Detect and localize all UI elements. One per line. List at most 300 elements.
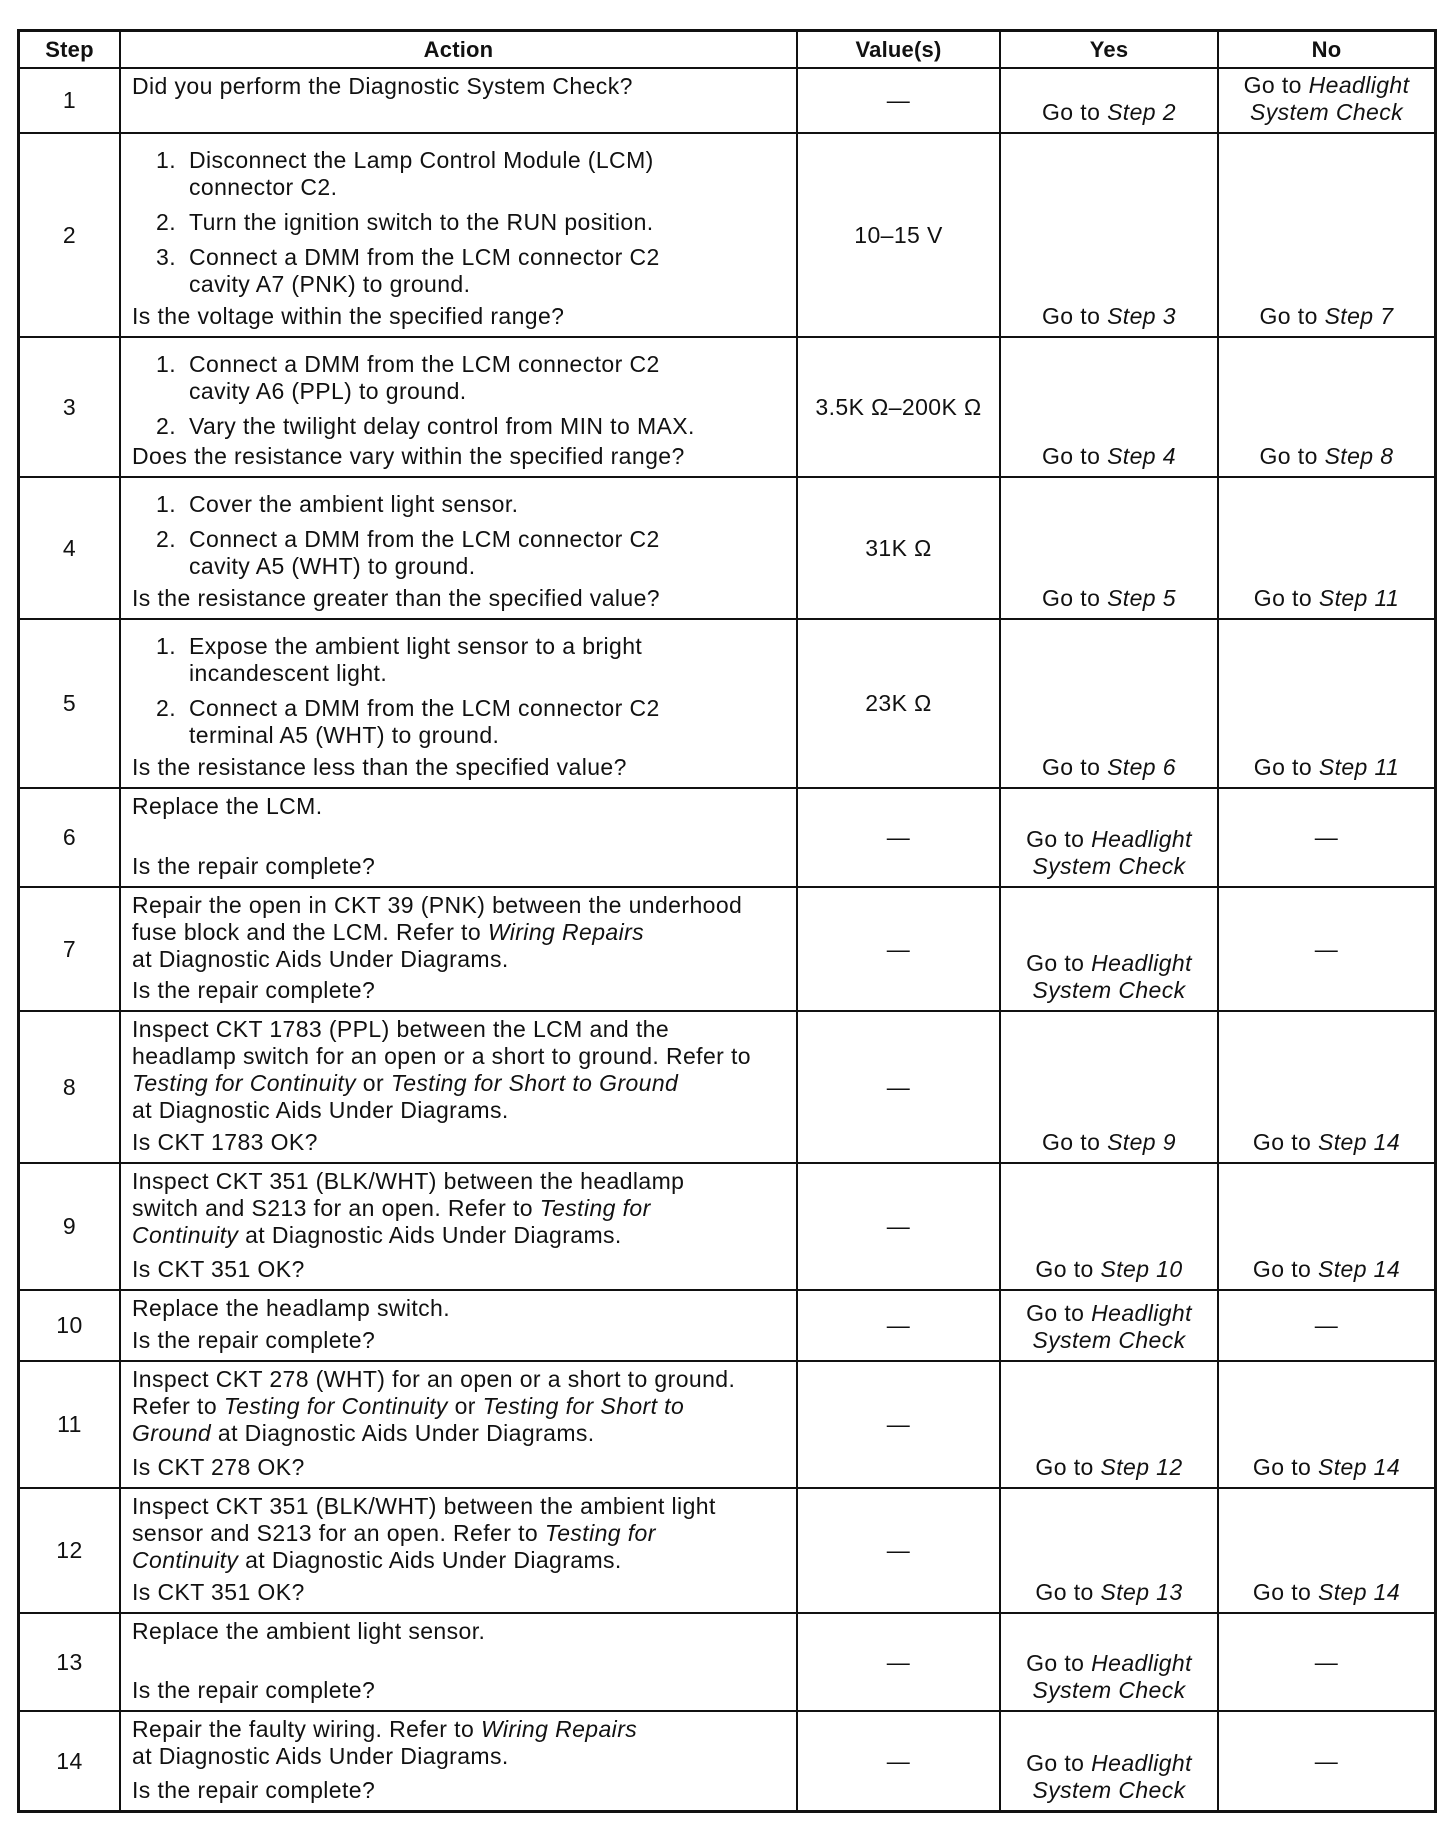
italic-reference: Continuity xyxy=(132,1222,239,1248)
action-question: Is the repair complete? xyxy=(132,1327,376,1353)
text-segment: Go to xyxy=(1026,826,1092,852)
text-segment: Go to xyxy=(1026,950,1092,976)
step-instruction xyxy=(189,633,642,687)
yes-cell xyxy=(1001,888,1219,1012)
specified-value: — xyxy=(886,1411,911,1437)
no-cell xyxy=(1219,1489,1434,1614)
text-segment: Replace the ambient light sensor. xyxy=(132,1618,486,1644)
text-segment: Go to xyxy=(1042,99,1108,125)
text-line xyxy=(1253,1129,1400,1156)
text-segment: at Diagnostic Aids Under Diagrams. xyxy=(211,1420,595,1446)
action-cell xyxy=(121,1012,798,1164)
header-yes-label: Yes xyxy=(1089,37,1129,62)
specified-value: — xyxy=(886,87,911,113)
specified-value: — xyxy=(886,1312,911,1338)
text-segment: Go to xyxy=(1252,1129,1318,1155)
step-cell xyxy=(20,789,121,888)
action-body xyxy=(132,1618,786,1645)
no-result: — xyxy=(1314,824,1339,850)
step-cell xyxy=(20,1164,121,1291)
text-segment: at Diagnostic Aids Under Diagrams. xyxy=(132,1097,509,1123)
specified-value: — xyxy=(886,1537,911,1563)
step-number: 1 xyxy=(62,87,77,113)
step-number: 2 xyxy=(62,221,77,248)
text-line xyxy=(1042,303,1176,330)
numbered-step xyxy=(132,209,786,236)
text-line: connector C2. xyxy=(189,174,338,200)
action-body xyxy=(132,491,786,580)
action-question: Is the resistance greater than the specified value? xyxy=(132,585,660,611)
specified-value: — xyxy=(886,824,911,850)
italic-reference: Step 14 xyxy=(1317,1129,1401,1155)
step-number: 7 xyxy=(62,935,77,962)
italic-reference: Testing for Short to Ground xyxy=(390,1070,679,1096)
step-number: 3 xyxy=(62,393,77,420)
step-number: 4 xyxy=(62,534,77,561)
text-line xyxy=(132,1016,786,1043)
text-line xyxy=(1260,303,1394,330)
action-question: Is the repair complete? xyxy=(132,1677,376,1703)
step-index: 2. xyxy=(156,695,176,721)
action-cell xyxy=(121,134,798,338)
text-line xyxy=(132,946,786,973)
no-cell xyxy=(1219,888,1434,1012)
italic-reference: System Check xyxy=(1032,1327,1186,1353)
text-line xyxy=(1042,443,1176,470)
numbered-step xyxy=(132,526,786,580)
specified-value: 3.5K Ω–200K Ω xyxy=(815,393,982,420)
text-line xyxy=(1026,950,1192,977)
specified-value: — xyxy=(886,1747,911,1774)
yes-cell xyxy=(1001,1614,1219,1712)
italic-reference: Step 4 xyxy=(1107,443,1176,469)
numbered-step xyxy=(132,695,786,749)
text-line xyxy=(1032,977,1185,1004)
italic-reference: Testing for xyxy=(539,1195,651,1221)
text-segment: switch and S213 for an open. Refer to xyxy=(132,1195,540,1221)
step-index: 1. xyxy=(156,351,176,377)
step-index: 1. xyxy=(156,633,176,659)
text-line xyxy=(1250,99,1403,126)
step-index: 1. xyxy=(156,491,176,517)
text-segment: Go to xyxy=(1035,1579,1101,1605)
text-segment: Go to xyxy=(1042,443,1108,469)
text-segment: or xyxy=(447,1393,483,1419)
text-line xyxy=(1032,1777,1185,1804)
italic-reference: Step 10 xyxy=(1100,1256,1183,1282)
yes-cell xyxy=(1001,789,1219,888)
yes-cell xyxy=(1001,1164,1219,1291)
step-number: 14 xyxy=(56,1747,83,1774)
step-number: 13 xyxy=(56,1648,83,1675)
text-line xyxy=(1254,754,1399,781)
value-cell xyxy=(798,134,1001,338)
no-result: — xyxy=(1314,935,1339,962)
value-cell xyxy=(798,1712,1001,1810)
italic-reference: Headlight xyxy=(1091,1750,1192,1776)
action-body xyxy=(132,351,786,440)
step-index: 3. xyxy=(156,244,176,270)
action-question: Is the repair complete? xyxy=(132,977,376,1003)
text-segment: Go to xyxy=(1259,303,1325,329)
no-cell xyxy=(1219,1012,1434,1164)
text-line: cavity A5 (WHT) to ground. xyxy=(189,553,476,579)
text-segment: Go to xyxy=(1252,1579,1318,1605)
no-cell xyxy=(1219,620,1434,789)
no-cell xyxy=(1219,789,1434,888)
text-line xyxy=(1042,99,1176,126)
header-values-label: Value(s) xyxy=(855,37,942,62)
action-body xyxy=(132,1716,786,1770)
step-cell xyxy=(20,620,121,789)
step-instruction xyxy=(189,209,654,236)
text-segment: Refer to xyxy=(132,1393,224,1419)
yes-cell xyxy=(1001,1489,1219,1614)
action-body xyxy=(132,1493,786,1574)
text-line xyxy=(1042,585,1176,612)
italic-reference: Headlight xyxy=(1091,826,1192,852)
no-cell xyxy=(1219,69,1434,134)
numbered-step xyxy=(132,413,786,440)
italic-reference: System Check xyxy=(1032,977,1186,1003)
step-number: 5 xyxy=(62,690,77,716)
text-segment: at Diagnostic Aids Under Diagrams. xyxy=(132,1743,509,1769)
text-segment: Go to xyxy=(1243,72,1309,98)
yes-cell xyxy=(1001,1362,1219,1489)
specified-value: 31K Ω xyxy=(865,534,932,561)
step-cell xyxy=(20,134,121,338)
no-cell xyxy=(1219,1164,1434,1291)
text-line xyxy=(132,1168,786,1195)
value-cell xyxy=(798,1614,1001,1712)
italic-reference: Step 9 xyxy=(1107,1129,1176,1155)
action-body xyxy=(132,1295,786,1322)
text-line xyxy=(1253,1579,1400,1606)
text-line xyxy=(132,1420,786,1447)
italic-reference: Testing for Short to xyxy=(482,1393,685,1419)
text-line xyxy=(132,1493,786,1520)
value-cell xyxy=(798,1291,1001,1362)
diagnostic-table xyxy=(17,29,1437,1813)
value-cell xyxy=(798,1489,1001,1614)
action-cell xyxy=(121,1164,798,1291)
specified-value: 10–15 V xyxy=(854,221,943,248)
text-line xyxy=(132,1070,786,1097)
italic-reference: System Check xyxy=(1032,1777,1186,1803)
action-cell xyxy=(121,1489,798,1614)
step-instruction xyxy=(189,526,660,580)
step-cell xyxy=(20,1712,121,1810)
text-line xyxy=(1026,826,1192,853)
action-body xyxy=(132,793,786,820)
text-segment: Go to xyxy=(1035,1454,1101,1480)
text-segment: Go to xyxy=(1026,1650,1092,1676)
value-cell xyxy=(798,1012,1001,1164)
text-line: cavity A7 (PNK) to ground. xyxy=(189,271,471,297)
italic-reference: Step 14 xyxy=(1317,1256,1401,1282)
text-line: Connect a DMM from the LCM connector C2 xyxy=(189,244,660,270)
text-segment: at Diagnostic Aids Under Diagrams. xyxy=(238,1547,622,1573)
text-line xyxy=(132,892,786,919)
text-line xyxy=(1260,443,1394,470)
italic-reference: Step 3 xyxy=(1107,303,1176,329)
specified-value: — xyxy=(886,1213,911,1239)
text-segment: at Diagnostic Aids Under Diagrams. xyxy=(238,1222,622,1248)
text-line: cavity A6 (PPL) to ground. xyxy=(189,378,467,404)
step-cell xyxy=(20,478,121,620)
action-cell xyxy=(121,888,798,1012)
yes-cell xyxy=(1001,69,1219,134)
text-line: Disconnect the Lamp Control Module (LCM) xyxy=(189,147,654,173)
numbered-step xyxy=(132,491,786,518)
value-cell xyxy=(798,1362,1001,1489)
step-index: 1. xyxy=(156,147,176,173)
action-cell xyxy=(121,1614,798,1712)
text-line xyxy=(132,1195,786,1222)
text-segment: Inspect CKT 351 (BLK/WHT) between the headlamp xyxy=(132,1168,685,1194)
action-cell xyxy=(121,338,798,478)
italic-reference: Step 12 xyxy=(1100,1454,1183,1480)
text-line xyxy=(132,1295,786,1322)
yes-cell xyxy=(1001,620,1219,789)
header-yes xyxy=(1001,32,1219,69)
header-values xyxy=(798,32,1001,69)
text-line xyxy=(1244,72,1410,99)
italic-reference: Step 11 xyxy=(1318,585,1400,611)
value-cell xyxy=(798,338,1001,478)
step-number: 8 xyxy=(62,1073,77,1100)
text-segment: Go to xyxy=(1252,1454,1318,1480)
value-cell xyxy=(798,1164,1001,1291)
text-line xyxy=(132,1097,786,1124)
step-cell xyxy=(20,338,121,478)
text-segment: headlamp switch for an open or a short to ground. Refer to xyxy=(132,1043,751,1069)
text-line: Connect a DMM from the LCM connector C2 xyxy=(189,695,660,721)
text-line xyxy=(132,793,786,820)
yes-cell xyxy=(1001,338,1219,478)
italic-reference: Testing for Continuity xyxy=(132,1070,357,1096)
no-cell xyxy=(1219,1614,1434,1712)
header-action xyxy=(121,32,798,69)
text-line xyxy=(1042,754,1176,781)
no-result: — xyxy=(1314,1312,1339,1338)
text-line xyxy=(132,1743,786,1770)
specified-value: 23K Ω xyxy=(865,690,932,716)
italic-reference: System Check xyxy=(1249,99,1404,125)
action-question: Is CKT 351 OK? xyxy=(132,1579,305,1605)
text-line: Connect a DMM from the LCM connector C2 xyxy=(189,351,660,377)
action-cell xyxy=(121,69,798,134)
step-cell xyxy=(20,1362,121,1489)
text-segment: Repair the open in CKT 39 (PNK) between the underhood xyxy=(132,892,743,918)
action-question: Is the repair complete? xyxy=(132,853,376,879)
text-line xyxy=(132,1366,786,1393)
action-body xyxy=(132,1016,786,1124)
step-number: 10 xyxy=(56,1312,83,1338)
action-cell xyxy=(121,478,798,620)
value-cell xyxy=(798,789,1001,888)
italic-reference: Headlight xyxy=(1091,1650,1192,1676)
text-segment: Replace the headlamp switch. xyxy=(132,1295,451,1321)
numbered-step xyxy=(132,147,786,201)
italic-reference: Step 7 xyxy=(1324,303,1394,329)
action-body xyxy=(132,633,786,749)
step-instruction xyxy=(189,695,660,749)
header-step xyxy=(20,32,121,69)
action-cell xyxy=(121,1362,798,1489)
text-line xyxy=(132,919,786,946)
text-line xyxy=(132,1716,786,1743)
italic-reference: Step 14 xyxy=(1317,1454,1401,1480)
italic-reference: Step 13 xyxy=(1100,1579,1183,1605)
italic-reference: Step 14 xyxy=(1317,1579,1401,1605)
yes-cell xyxy=(1001,1712,1219,1810)
action-question: Is CKT 1783 OK? xyxy=(132,1129,318,1155)
specified-value: — xyxy=(886,1648,911,1675)
italic-reference: Headlight xyxy=(1091,950,1192,976)
text-line xyxy=(1035,1579,1182,1606)
yes-cell xyxy=(1001,134,1219,338)
italic-reference: Step 11 xyxy=(1318,754,1400,780)
text-segment: Inspect CKT 351 (BLK/WHT) between the ambient light xyxy=(132,1493,716,1519)
numbered-step xyxy=(132,351,786,405)
text-line: terminal A5 (WHT) to ground. xyxy=(189,722,500,748)
step-number: 9 xyxy=(62,1213,77,1239)
action-question: Is the repair complete? xyxy=(132,1777,376,1803)
no-cell xyxy=(1219,134,1434,338)
step-cell xyxy=(20,1012,121,1164)
text-line: Turn the ignition switch to the RUN position. xyxy=(189,209,654,235)
text-segment: Go to xyxy=(1042,1129,1108,1155)
action-cell xyxy=(121,1291,798,1362)
action-body xyxy=(132,1366,786,1447)
step-index: 2. xyxy=(156,209,176,235)
text-segment: Go to xyxy=(1253,585,1319,611)
header-step-label: Step xyxy=(45,37,94,62)
italic-reference: Testing for xyxy=(544,1520,656,1546)
yes-cell xyxy=(1001,478,1219,620)
text-line xyxy=(1026,1300,1192,1327)
text-line xyxy=(1032,1677,1185,1704)
step-number: 11 xyxy=(57,1411,82,1437)
text-segment: Go to xyxy=(1035,1256,1101,1282)
action-body xyxy=(132,147,786,298)
text-segment: Go to xyxy=(1252,1256,1318,1282)
specified-value: — xyxy=(886,1073,911,1100)
text-line xyxy=(1026,1650,1192,1677)
text-line xyxy=(1042,1129,1176,1156)
action-question: Does the resistance vary within the specified range? xyxy=(132,443,685,469)
text-line xyxy=(1035,1256,1182,1283)
step-cell xyxy=(20,1489,121,1614)
italic-reference: System Check xyxy=(1032,1677,1186,1703)
text-line xyxy=(132,1043,786,1070)
action-cell xyxy=(121,789,798,888)
text-segment: Inspect CKT 1783 (PPL) between the LCM and the xyxy=(132,1016,670,1042)
action-question: Is the resistance less than the specified value? xyxy=(132,754,627,780)
italic-reference: Step 8 xyxy=(1324,443,1394,469)
header-no-label: No xyxy=(1311,37,1342,62)
text-segment: fuse block and the LCM. Refer to xyxy=(132,919,488,945)
step-cell xyxy=(20,888,121,1012)
no-cell xyxy=(1219,1712,1434,1810)
no-result: — xyxy=(1314,1747,1339,1774)
italic-reference: Step 5 xyxy=(1107,585,1176,611)
action-question: Did you perform the Diagnostic System Check? xyxy=(132,73,633,99)
step-instruction xyxy=(189,351,660,405)
numbered-step xyxy=(132,633,786,687)
action-question: Is the voltage within the specified range? xyxy=(132,303,565,329)
text-line xyxy=(1032,853,1185,880)
yes-cell xyxy=(1001,1291,1219,1362)
text-line: Vary the twilight delay control from MIN to MAX. xyxy=(189,413,695,439)
action-cell xyxy=(121,1712,798,1810)
italic-reference: Step 6 xyxy=(1107,754,1176,780)
text-line xyxy=(132,1618,786,1645)
specified-value: — xyxy=(886,935,911,962)
italic-reference: Headlight xyxy=(1091,1300,1192,1326)
italic-reference: Continuity xyxy=(132,1547,239,1573)
step-index: 2. xyxy=(156,526,176,552)
no-cell xyxy=(1219,1362,1434,1489)
text-line xyxy=(1253,1256,1400,1283)
text-segment: or xyxy=(356,1070,391,1096)
no-result: — xyxy=(1314,1648,1339,1675)
numbered-step xyxy=(132,244,786,298)
italic-reference: Wiring Repairs xyxy=(480,1716,638,1742)
text-segment: Go to xyxy=(1042,754,1108,780)
text-segment: Go to xyxy=(1026,1750,1092,1776)
text-line xyxy=(1032,1327,1185,1354)
step-number: 12 xyxy=(56,1537,83,1563)
step-instruction xyxy=(189,491,518,518)
italic-reference: Testing for Continuity xyxy=(223,1393,448,1419)
text-line xyxy=(1035,1454,1182,1481)
text-segment: Go to xyxy=(1042,303,1108,329)
text-line xyxy=(1253,1454,1400,1481)
text-line xyxy=(1254,585,1399,612)
step-instruction xyxy=(189,147,654,201)
text-segment: Go to xyxy=(1042,585,1108,611)
header-no xyxy=(1219,32,1434,69)
value-cell xyxy=(798,69,1001,134)
action-question: Is CKT 351 OK? xyxy=(132,1256,305,1282)
no-cell xyxy=(1219,338,1434,478)
text-segment: Go to xyxy=(1259,443,1325,469)
action-cell xyxy=(121,620,798,789)
action-body xyxy=(132,1168,786,1249)
no-cell xyxy=(1219,478,1434,620)
text-line xyxy=(132,1393,786,1420)
action-body xyxy=(132,892,786,973)
value-cell xyxy=(798,478,1001,620)
text-segment: Go to xyxy=(1253,754,1319,780)
step-number: 6 xyxy=(62,824,77,850)
text-segment: Go to xyxy=(1026,1300,1092,1326)
header-action-label: Action xyxy=(423,37,494,62)
text-line xyxy=(132,1222,786,1249)
text-segment: Inspect CKT 278 (WHT) for an open or a short to ground. xyxy=(132,1366,736,1392)
text-segment: Repair the faulty wiring. Refer to xyxy=(132,1716,481,1742)
italic-reference: Wiring Repairs xyxy=(487,919,645,945)
value-cell xyxy=(798,620,1001,789)
text-line: Expose the ambient light sensor to a bright xyxy=(189,633,643,659)
yes-cell xyxy=(1001,1012,1219,1164)
step-cell xyxy=(20,1614,121,1712)
text-segment: sensor and S213 for an open. Refer to xyxy=(132,1520,545,1546)
italic-reference: Ground xyxy=(132,1420,212,1446)
no-cell xyxy=(1219,1291,1434,1362)
